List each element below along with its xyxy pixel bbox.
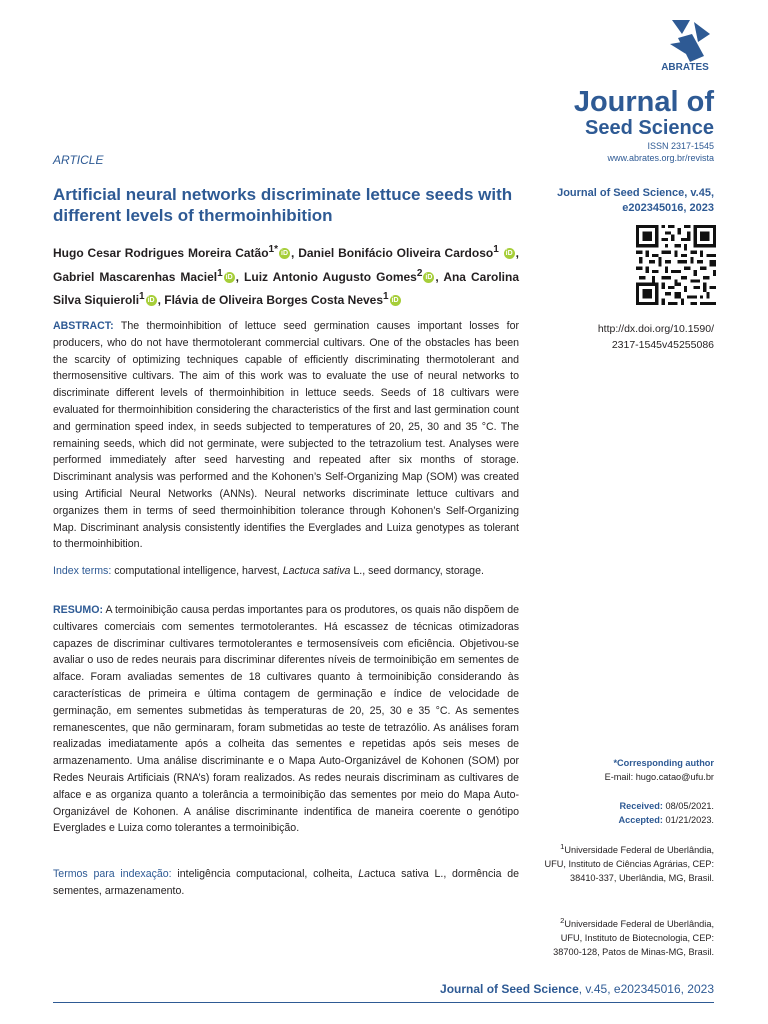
article-title: Artificial neural networks discriminate lettuce seeds with different levels of thermoinhibition	[53, 185, 513, 225]
author-name: Flávia de Oliveira Borges Costa Neves	[164, 293, 384, 307]
termos-indexacao: Termos para indexação: inteligência computacional, colheita, Lactuca sativa L., dormência de sementes, armazenamento.	[53, 868, 520, 897]
footer-divider	[53, 1002, 714, 1003]
resumo	[53, 602, 519, 837]
journal-reference: Journal of Seed Science, v.45, e202345016, 2023	[557, 187, 714, 214]
index-terms: Index terms: computational intelligence, harvest, Lactuca sativa L., seed dormancy, storage.	[53, 565, 484, 577]
orcid-icon[interactable]: iD	[391, 297, 399, 305]
qr-code-icon	[636, 225, 716, 305]
orcid-icon[interactable]: iD	[425, 273, 433, 281]
publisher-name: ABRATES	[661, 62, 709, 73]
doi-link[interactable]: http://dx.doi.org/10.1590/ 2317-1545v45255086	[597, 323, 714, 351]
abstract	[53, 318, 519, 553]
author-name: Daniel Bonifácio Oliveira Cardoso	[298, 246, 494, 260]
author-name: Hugo Cesar Rodrigues Moreira Catão	[53, 246, 269, 260]
orcid-icon[interactable]: iD	[147, 297, 155, 305]
affiliation-1: $^1$Universidade Federal de Uberlândia, UFU, Instituto de Ciências Agrárias, CEP: 38410-337, Uberlândia, MG, Brasil.	[544, 842, 714, 884]
author-name: Gabriel Mascarenhas Maciel	[53, 269, 218, 284]
abstract-label: ABSTRACT:	[53, 320, 114, 332]
journal-issn: ISSN 2317-1545 www.abrates.org.br/revista	[607, 141, 714, 163]
author-name: Ana Carolina Silva Siquieroli	[53, 269, 520, 307]
author-list: Hugo Cesar Rodrigues Moreira Catão$^{1*}$ iD , Daniel Bonifácio Oliveira Cardoso$^1$ iD , Gabriel Mascarenhas Maciel$^1$ iD , Luiz Antonio Augusto Gomes$^2$ iD , Ana Carolina Silva Siquieroli$^1$ iD , Flávia de Oliveira Borges Costa Neves$^1$ iD	[53, 244, 520, 307]
author-name: Luiz Antonio Augusto Gomes	[244, 269, 417, 284]
abstract-text: The thermoinhibition of lettuce seed germination causes important losses for producers, who do not have thermotolerant commercial cultivars. One of the obstacles has been the scarcity of optimizing techniques capable of efficiently discriminating thermotolerant and thermosensitive cultivars. The aim of this work was to evaluate the use of neural networks to discriminate different levels of thermoinhibition in lettuce seeds. Seeds of 18 cultivars were evaluated for thermoinhibition considering the characteristics of the first and last germination count and germination speed index, in seeds subjected to temperatures of 20, 25, 30 and 35 °C. The remaining seeds, which did not germinate, were subjected to the tetrazolium test. Analyses were performed immediately after seed harvesting and repeated after six months of storage. Discriminant analysis was performed and the Kohonen’s Self-Organizing Map (SOM) was created using Artificial Neural Networks (ANNs). Neural networks discriminate lettuce cultivars and organizes them in terms of seed thermoinhibition tolerance through Kohonen’s Self-Organizing Map. Discriminant analysis consistently identifies the Everglades and Luiza genotypes as tolerant to thermoinhibition.	[53, 320, 519, 551]
orcid-icon[interactable]: iD	[505, 250, 513, 258]
journal-title-line2: Seed Science	[585, 117, 714, 139]
author-email[interactable]: E-mail: hugo.catao@ufu.br	[604, 772, 714, 782]
resumo-label: RESUMO:	[53, 604, 104, 616]
journal-website[interactable]: www.abrates.org.br/revista	[607, 153, 714, 163]
orcid-icon[interactable]: iD	[225, 273, 233, 281]
journal-title-line1: Journal of	[573, 86, 714, 118]
resumo-text: A termoinibição causa perdas importantes para os produtores, os quais não dispõem de cultivares comerciais com sementes termotolerantes. Há escassez de técnicas otimizadoras capazes de discriminar cultivares termotolerantes e termosensíveis com eficiência. Objetivou-se avaliar o uso de redes neurais para discriminar diferentes níveis de termoinibição em sementes de alface. Foram avaliadas sementes de 18 cultivares quanto à termoinibição considerando às características de primeira e última contagem de germinação e índice de velocidade de germinação, em sementes submetidas às temperaturas de 20, 25, 30 e 35 °C. As sementes remanescentes, que não germinaram, foram submetidas ao teste de tetrazólio. As análises foram realizadas imediatamente após a colheita das sementes e repetidas após seis meses de armazenamento. Uma análise discriminante e o Mapa Auto-Organizável de Kohonen (SOM) por Redes Neurais Artificiais (RNA’s) foram realizados. As redes neurais discriminam as cultivares de alface e as organiza quanto a tolerância a termoinibição das sementes por meio do Mapa Auto-Organizável de Kohonen. A análise discriminante indentifica de maneira coerente o genótipo Everglades e Luiza como tolerantes a termoinibição.	[53, 604, 519, 835]
article-type: ARTICLE	[53, 153, 104, 167]
dates: Received: 08/05/2021. Accepted: 01/21/2023.	[618, 801, 714, 825]
affiliation-2: $^2$Universidade Federal de Uberlândia, UFU, Instituto de Biotecnologia, CEP: 38700-128, Patos de Minas-MG, Brasil.	[553, 916, 714, 958]
corresponding-author: *Corresponding author E-mail: hugo.catao@ufu.br	[544, 756, 714, 784]
page-footer: Journal of Seed Science, v.45, e202345016, 2023	[440, 982, 714, 996]
orcid-icon[interactable]: iD	[281, 250, 288, 258]
